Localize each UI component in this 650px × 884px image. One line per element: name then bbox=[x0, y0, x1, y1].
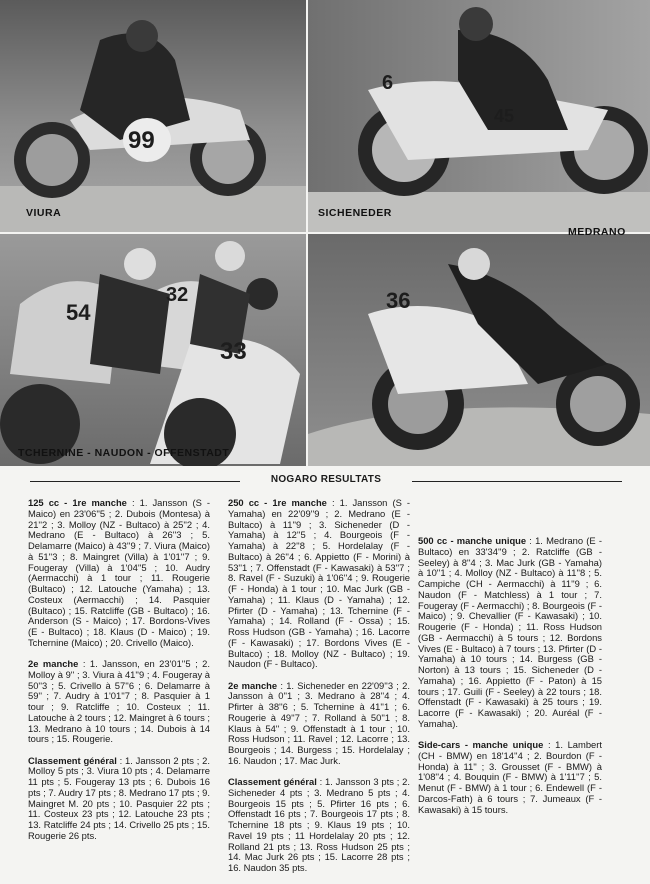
result-text: : 1. Jansson (S - Yamaha) en 22'09''9 ; 2. Medrano (E - Bultaco) à 11''9 ; 3. Sicheneder (D - Yamaha) à 12''5 ; 4. Bourgeois (F - Yamaha) à 22''8 ; 5. Hordelalay (F - Bultaco) à 26''4 ; 6. Appietto (F - Morini) à 53''1 ; 7. Offenstadt (F - Kawasaki) à 53''7 ; 8. Ravel (F - Suzuki) à 1'06''4 ; 9. Rougerie (F - Honda) à 1 tour ; 10. Mac Jurk (GB - Yamaha) ; 11. Klaus (D - Yamaha) ; 12. Pfirter (D - Yamaha) ; 13. Tchernine (F - Yamaha) ; 14. Rolland (F - Ossa) ; 15. Ross Hudson (GB - Yamaha) ; 16. Lacorre (F - Kawasaki) ; 17. Bordons Vives (E - Bultaco) ; 18. Molloy (NZ - Bultaco) ; 19. Naudon (F - Bultaco). bbox=[228, 497, 410, 670]
result-paragraph bbox=[28, 756, 210, 842]
results-title: NOGARO RESULTATS bbox=[270, 474, 382, 485]
race-number-33: 33 bbox=[220, 338, 247, 365]
race-number-plate: 99 bbox=[128, 127, 155, 154]
result-text: : 1. Lambert (CH - BMW) en 18'14''4 ; 2. Bourdon (F - Honda) à 11'' ; 3. Grousset (F - BMW) à 1'08''4 ; 4. Bouquin (F - BMW) à 1'11''7 ; 5. Menut (F - BMW) à 1 tour ; 6. Endewell (F - Darcos-Fath) à 6 tours ; 7. Jumeaux (F - Kawasaki) à 15 tours. bbox=[418, 739, 602, 815]
result-heading: 500 cc - manche unique bbox=[418, 535, 527, 546]
photo-sicheneder bbox=[308, 0, 650, 232]
result-heading: Classement général bbox=[228, 776, 317, 787]
result-heading: Side-cars - manche unique bbox=[418, 739, 544, 750]
results-column-2 bbox=[228, 498, 410, 884]
result-paragraph bbox=[228, 681, 410, 767]
race-number-54: 54 bbox=[66, 300, 91, 325]
result-text: : 1. Jansson (S - Maico) en 23'06''5 ; 2. Dubois (Montesa) à 21''2 ; 3. Molloy (NZ - Bultaco) à 25''2 ; 4. Medrano (E - Bultaco) à 26''3 ; 5. Delamarre (Maico) à 43''9 ; 7. Viura (Maico) à 51''3 ; 8. Maingret (Villa) à 1'01''7 ; 9. Fougeray (Villa) à 1'04''5 ; 10. Audry (Aermacchi) à 1 tour ; 11. Rougerie (Bultaco) ; 12. Latouche (Yamaha) ; 13. Costeux (Aermacchi) ; 14. Pasquier (Bultaco) ; 15. Ratcliffe (GB - Bultaco) ; 16. Anderson (S - Maico) ; 17. Bordons-Vives (E - Bultaco) ; 18. Klaus (D - Maico) ; 19. Tchernine (Maico) ; 20. Crivello (Maico). bbox=[28, 497, 210, 648]
results-title-row bbox=[30, 474, 622, 488]
title-rule-right bbox=[412, 481, 622, 482]
result-text: : 1. Jansson 2 pts ; 2. Molloy 5 pts ; 3. Viura 10 pts ; 4. Delamarre 11 pts ; 5. Fougeray 13 pts ; 6. Dubois 16 pts ; 7. Audry 17 pts ; 8. Medrano 17 pts ; 9. Maingret M. 20 pts ; 10. Pasquier 22 pts ; 11. Costeux 23 pts ; 12. Latouche 23 pts ; 13. Ratcliffe 24 pts ; 14. Crivello 25 pts ; 15. Rougerie 26 pts. bbox=[28, 754, 210, 841]
race-number-front: 45 bbox=[494, 106, 515, 126]
result-paragraph bbox=[418, 536, 602, 730]
caption-medrano: MEDRANO bbox=[568, 226, 626, 238]
race-number-32: 32 bbox=[166, 284, 189, 306]
result-heading: 2e manche bbox=[28, 658, 79, 669]
result-heading: 125 cc - 1re manche bbox=[28, 497, 127, 508]
result-paragraph bbox=[418, 740, 602, 815]
caption-bottom-left: TCHERNINE - NAUDON - OFFENSTADT bbox=[18, 447, 230, 459]
result-text: : 1. Jansson, en 23'01''5 ; 2. Molloy à 9'' ; 3. Viura à 41''9 ; 4. Fougeray à 50''3 ; 5. Crivello à 57''6 ; 6. Delamarre à 59'' ; 7. Audry à 1'01''7 ; 8. Pasquier à 1 tour ; 9. Ratcliffe ; 10. Costeux ; 11. Latouche à 2 tours ; 12. Maingret à 6 tours ; 13. Medrano à 10 tours ; 14. Dubois à 14 tours ; 15. Rougerie. bbox=[28, 658, 210, 745]
result-text: : 1. Sicheneder en 22'09''3 ; 2. Jansson à 0''1 ; 3. Medrano à 28''4 ; 4. Pfirter à 38''6 ; 5. Tchernine à 41''1 ; 6. Rougerie à 49''7 ; 7. Rolland à 50''1 ; 8. Klaus à 54'' ; 9. Offenstadt à 1 tour ; 10. Ross Hudson ; 11. Ravel ; 12. Lacorre ; 13. Bourgeois ; 14. Burgess ; 15. Hordelalay ; 16. Naudon ; 17. Mac Jurk. bbox=[228, 679, 410, 766]
result-paragraph bbox=[28, 498, 210, 649]
photo-viura bbox=[0, 0, 306, 232]
result-text: : 1. Jansson 3 pts ; 2. Sicheneder 4 pts ; 3. Medrano 5 pts ; 4. Bourgeois 15 pts ; 5. Pfirter 16 pts ; 6. Offenstadt 16 pts ; 7. Bourgeois 17 pts ; 8. Tchernine 18 pts ; 9. Klaus 19 pts ; 10. Ravel 19 pts ; 11 Hordelalay 20 pts ; 12. Rolland 21 pts ; 13. Ross Hudson 25 pts ; 14. Mac Jurk 26 pts ; 15. Lacorre 28 pts ; 16. Naudon 35 pts. bbox=[228, 776, 410, 873]
result-paragraph bbox=[28, 659, 210, 745]
result-heading: 250 cc - 1re manche bbox=[228, 497, 327, 508]
result-text: : 1. Medrano (E - Bultaco) en 33'34''9 ; 2. Ratcliffe (GB - Seeley) à 8''4 ; 3. Mac Jurk (GB - Yamaha) à 10''1 ; 4. Molloy (NZ - Bultaco) à 11''8 ; 5. Campiche (CH - Aermacchi) à 11''9 ; 6. Naudon (F - Matchless) à 1 tour ; 7. Fougeray (F - Aermacchi) ; 8. Bourgeois (F - Maico) ; 9. Chevallier (F - Kawasaki) ; 10. Rougerie (F - Honda) ; 11. Ross Hudson (GB - Aermacchi) à 5 tours ; 12. Bordons Vives (E - Bultaco) à 7 tours ; 13. Pfirter (D - Yamaha) à 10 tours ; 14. Burgess (GB - Norton) à 13 tours ; 15. Sicheneder (D - Yamaha) ; 16. Appietto (F - Paton) à 15 tours ; 17. Guili (F - Seeley) à 22 tours ; 18. Offenstadt (F - Kawasaki) à 25 tours ; 19. Lacorre (F - Kawasaki) ; 20. Auréal (F - Yamaha). bbox=[418, 535, 602, 729]
result-heading: 2e manche bbox=[228, 679, 278, 691]
race-number-side: 6 bbox=[382, 72, 394, 94]
caption-viura: VIURA bbox=[26, 207, 62, 219]
result-paragraph bbox=[228, 498, 410, 670]
results-column-1 bbox=[28, 498, 210, 852]
caption-sicheneder: SICHENEDER bbox=[318, 207, 392, 219]
photo-tchernine-naudon-offenstadt bbox=[0, 234, 306, 466]
photo-medrano bbox=[308, 234, 650, 466]
results-column-3 bbox=[418, 498, 602, 826]
race-number-36: 36 bbox=[386, 288, 411, 313]
result-heading: Classement général bbox=[28, 754, 117, 766]
result-paragraph bbox=[228, 777, 410, 874]
